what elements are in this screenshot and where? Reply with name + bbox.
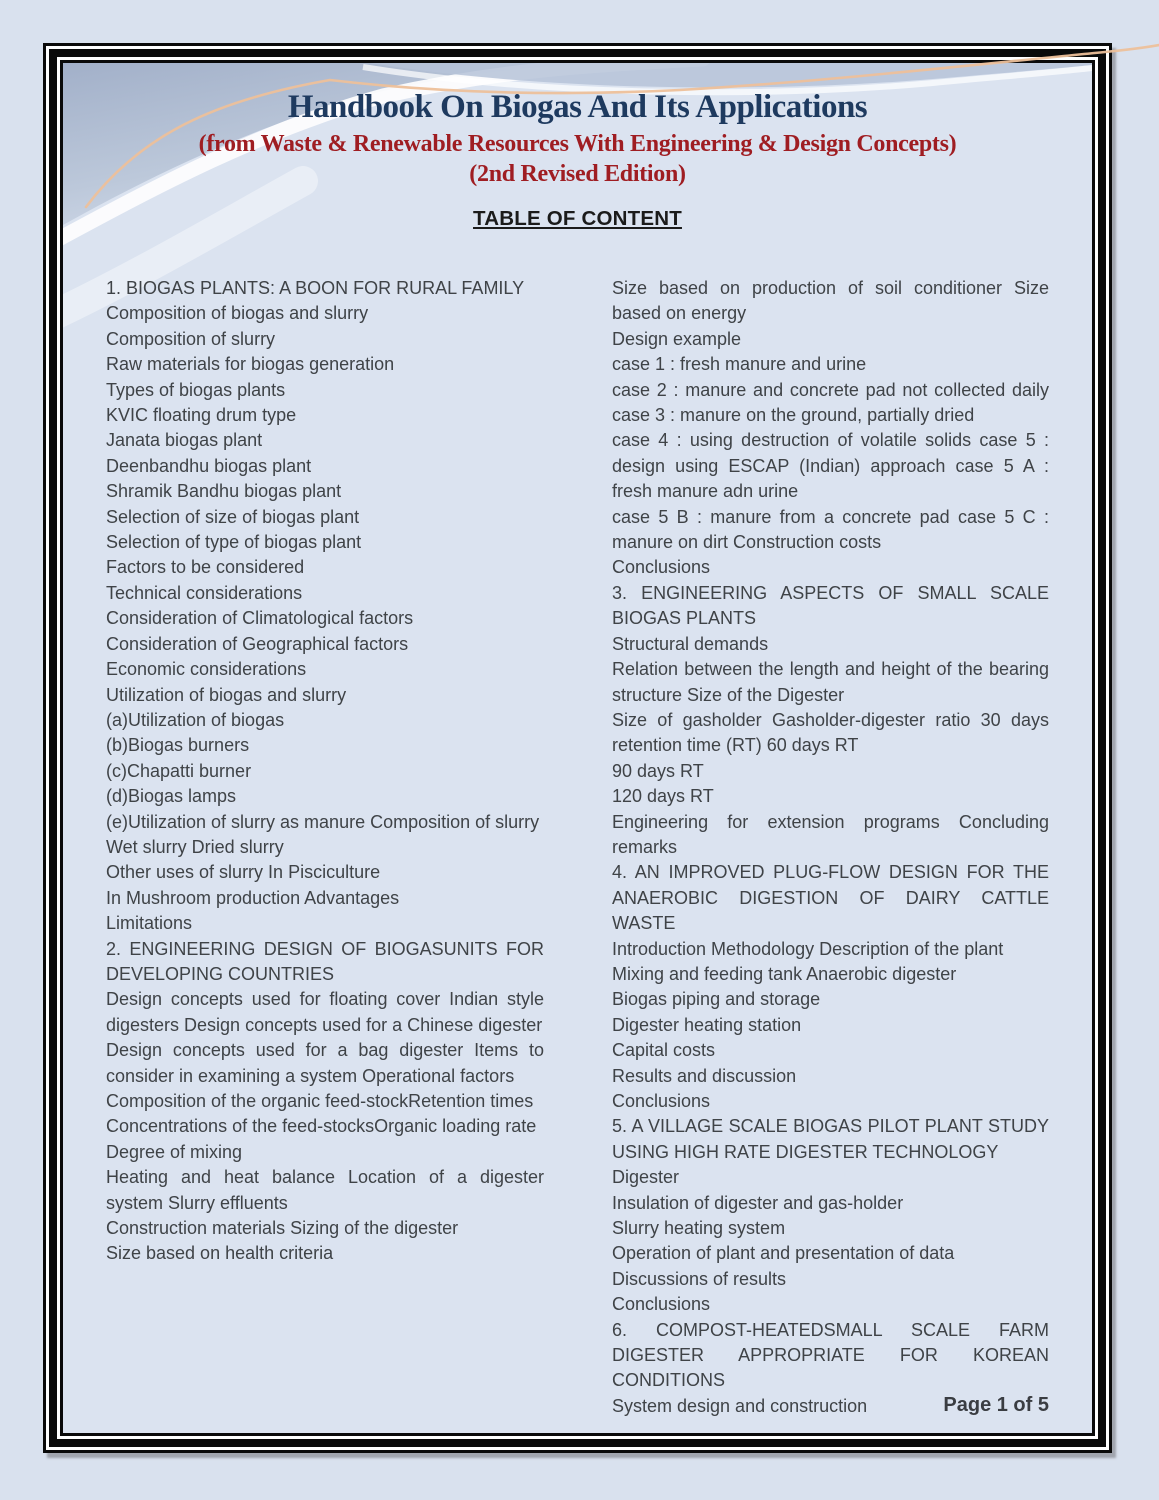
toc-entry: 4. AN IMPROVED PLUG-FLOW DESIGN FOR THE ANAEROBIC DIGESTION OF DAIRY CATTLE WASTE	[612, 862, 1049, 934]
toc-entry: case 1 : fresh manure and urine	[612, 354, 867, 375]
toc-entry: 90 days RT	[612, 760, 704, 781]
toc-entry: Raw materials for biogas generation	[106, 354, 395, 375]
toc-entry: Insulation of digester and gas-holder	[612, 1192, 904, 1213]
toc-entry: Utilization of biogas and slurry	[106, 684, 347, 705]
toc-entry: Selection of type of biogas plant	[106, 532, 362, 553]
toc-entry: Introduction Methodology Description of the plant	[612, 938, 1004, 959]
toc-entry: case 2 : manure and concrete pad not collected daily case 3 : manure on the ground, partially dried	[612, 379, 1049, 426]
toc-entry: Relation between the length and height of the bearing structure Size of the Digester	[612, 659, 1049, 705]
toc-entry: 6. COMPOST-HEATEDSMALL SCALE FARM DIGESTER APPROPRIATE FOR KOREAN CONDITIONS	[612, 1319, 1049, 1391]
page-subtitle: (from Waste & Renewable Resources With Engineering & Design Concepts)	[198, 131, 957, 157]
toc-entry: Conclusions	[612, 1294, 711, 1315]
toc-entry: Construction materials Sizing of the digester	[106, 1218, 459, 1239]
edition-note: (2nd Revised Edition)	[469, 161, 686, 187]
toc-entry: Concentrations of the feed-stocksOrganic loading rate	[106, 1116, 537, 1137]
toc-entry: Size of gasholder Gasholder-digester ratio 30 days retention time (RT) 60 days RT	[612, 709, 1049, 756]
toc-entry: 120 days RT	[612, 786, 714, 807]
toc-entry: Composition of slurry	[106, 328, 276, 349]
section-heading: TABLE OF CONTENT	[473, 207, 682, 230]
page-title: Handbook On Biogas And Its Applications	[287, 89, 868, 125]
toc-entry: Design concepts used for floating cover Indian style digesters Design concepts used for a Chinese digester	[106, 989, 544, 1035]
toc-entry: Results and discussion	[612, 1065, 797, 1086]
toc-entry: Composition of the organic feed-stockRetention times	[106, 1091, 534, 1111]
toc-entry: case 5 B : manure from a concrete pad case 5 C : manure on dirt Construction costs	[612, 506, 1049, 553]
toc-entry: Wet slurry Dried slurry	[106, 836, 284, 857]
page-indicator: Page 1 of 5	[943, 1394, 1049, 1416]
toc-entry: 1. BIOGAS PLANTS: A BOON FOR RURAL FAMILY	[106, 278, 525, 298]
toc-entry: Operation of plant and presentation of data	[612, 1243, 955, 1264]
toc-entry: KVIC floating drum type	[106, 405, 297, 426]
toc-entry: Heating and heat balance Location of a digester system Slurry effluents	[106, 1167, 544, 1213]
toc-entry: Limitations	[106, 913, 193, 934]
toc-entry: Shramik Bandhu biogas plant	[106, 481, 342, 502]
toc-entry: Economic considerations	[106, 659, 307, 680]
document-content	[63, 63, 1092, 1419]
toc-entry: Factors to be considered	[106, 557, 305, 578]
toc-entry: Consideration of Climatological factors	[106, 608, 414, 629]
toc-entry: (a)Utilization of biogas	[106, 709, 285, 730]
toc-entry: Digester	[612, 1167, 680, 1188]
toc-entry: Types of biogas plants	[106, 379, 286, 400]
document-header	[63, 63, 1092, 232]
toc-entry: Conclusions	[612, 1091, 711, 1111]
toc-entry: case 4 : using destruction of volatile solids case 5 : design using ESCAP (Indian) approach case 5 A : fresh manure adn urine	[612, 430, 1049, 502]
toc-entry: 3. ENGINEERING ASPECTS OF SMALL SCALE BIOGAS PLANTS	[612, 582, 1049, 629]
toc-entry: System design and construction	[612, 1395, 868, 1416]
page-content-area	[60, 60, 1095, 1436]
page-frame-middle-band	[49, 49, 1106, 1447]
toc-entry: (b)Biogas burners	[106, 735, 250, 756]
toc-entry: Discussions of results	[612, 1268, 787, 1289]
toc-entry: Mixing and feeding tank Anaerobic digester	[612, 963, 957, 984]
toc-entry: Digester heating station	[612, 1014, 802, 1035]
toc-entry: Structural demands	[612, 633, 769, 654]
toc-entry: Selection of size of biogas plant	[106, 506, 360, 527]
toc-entry: Other uses of slurry In Pisciculture	[106, 862, 381, 883]
toc-entry: Composition of biogas and slurry	[106, 303, 369, 324]
toc-entry: Design concepts used for a bag digester Items to consider in examining a system Operational factors	[106, 1040, 544, 1086]
toc-entry: In Mushroom production Advantages	[106, 887, 400, 908]
toc-entry: Size based on production of soil conditioner Size based on energy	[612, 278, 1049, 324]
toc-right-column	[612, 276, 1049, 1419]
toc-entry: Biogas piping and storage	[612, 989, 821, 1010]
toc-entry: Conclusions	[612, 557, 711, 578]
toc-entry: Technical considerations	[106, 582, 303, 603]
toc-entry: 5. A VILLAGE SCALE BIOGAS PILOT PLANT STUDY USING HIGH RATE DIGESTER TECHNOLOGY	[612, 1116, 1049, 1162]
toc-entry: Slurry heating system	[612, 1218, 786, 1239]
toc-columns	[63, 276, 1092, 1419]
toc-entry: Size based on health criteria	[106, 1243, 334, 1264]
toc-entry: Capital costs	[612, 1040, 716, 1061]
toc-entry: Engineering for extension programs Concluding remarks	[612, 811, 1049, 857]
toc-entry: (d)Biogas lamps	[106, 786, 237, 807]
toc-entry: 2. ENGINEERING DESIGN OF BIOGASUNITS FOR DEVELOPING COUNTRIES	[106, 938, 544, 984]
toc-entry: Consideration of Geographical factors	[106, 633, 409, 654]
toc-entry: Deenbandhu biogas plant	[106, 455, 312, 476]
toc-entry: (c)Chapatti burner	[106, 760, 252, 781]
toc-entry: Design example	[612, 328, 742, 349]
toc-left-column	[106, 276, 544, 1267]
toc-entry: Janata biogas plant	[106, 430, 263, 451]
toc-entry: Degree of mixing	[106, 1141, 243, 1162]
toc-entry: (e)Utilization of slurry as manure Composition of slurry	[106, 811, 540, 832]
page-frame	[43, 43, 1112, 1453]
